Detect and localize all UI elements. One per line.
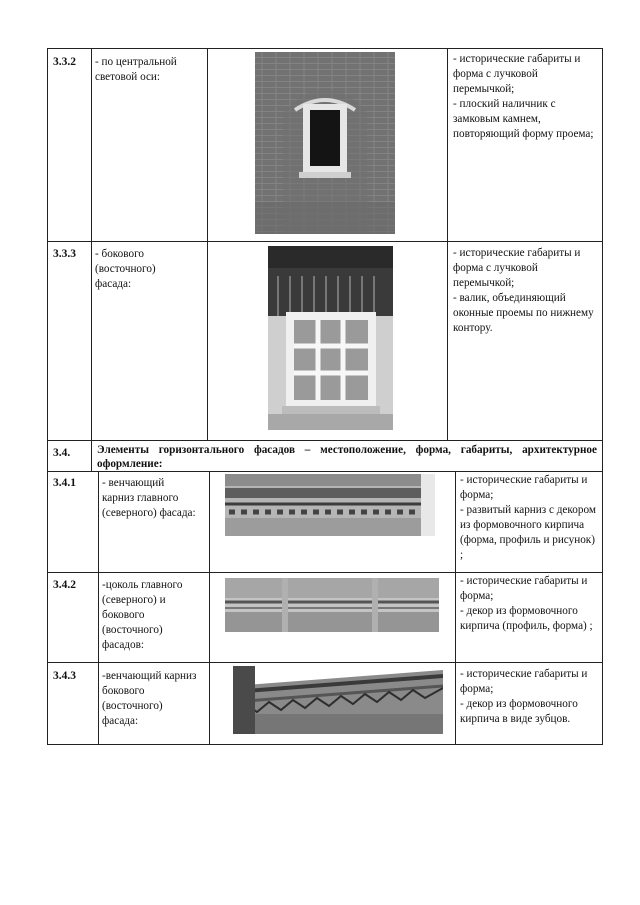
row-description [460, 574, 600, 634]
section-title: Элементы горизонтального фасадов – местоположение, форма, габариты, архитектурное оформление: [97, 444, 597, 470]
description-line: - декор из формовочного кирпича (профиль, форма) ; [460, 605, 593, 632]
row-label: - бокового (восточного) фасада: [95, 248, 156, 290]
row-description [460, 473, 600, 563]
table-line [91, 48, 92, 440]
table-line [47, 662, 603, 663]
description-line: - плоский наличник с замковым камнем, повторяющий форму проема; [453, 98, 594, 140]
heritage-elements-table [47, 48, 603, 745]
table-line [47, 471, 603, 472]
row-number: 3.4.1 [53, 477, 76, 489]
row-description [453, 52, 599, 142]
section-number: 3.4. [53, 447, 71, 459]
description-line: - исторические габариты и форма с лучковой перемычкой; [453, 247, 581, 289]
table-line [98, 471, 99, 745]
table-line [47, 48, 48, 745]
table-line [47, 241, 603, 242]
description-line: - валик, объединяющий оконные проемы по нижнему контору. [453, 292, 594, 334]
row-description [460, 667, 600, 727]
plinth-photo [225, 578, 439, 632]
row-description [453, 246, 599, 336]
table-line [447, 48, 448, 440]
window-canopy-photo [268, 246, 393, 430]
table-line [47, 48, 603, 49]
row-number: 3.3.2 [53, 56, 76, 68]
table-line [47, 440, 603, 441]
side-cornice-photo [233, 666, 443, 734]
cornice-photo [225, 474, 435, 536]
description-line: - развитый карниз с декором из формовочного кирпича (форма, профиль и рисунок) ; [460, 504, 596, 561]
window-arched-photo [255, 52, 395, 234]
row-number: 3.4.2 [53, 579, 76, 591]
description-line: - исторические габариты и форма; [460, 668, 588, 695]
row-number: 3.4.3 [53, 670, 76, 682]
table-line [91, 440, 92, 471]
row-label: -венчающий карниз бокового (восточного) фасада: [102, 670, 197, 727]
description-line: - исторические габариты и форма; [460, 474, 588, 501]
description-line: - исторические габариты и форма с лучковой перемычкой; [453, 53, 581, 95]
table-line [455, 471, 456, 745]
table-line [47, 744, 603, 745]
description-line: - исторические габариты и форма; [460, 575, 588, 602]
row-label: - венчающий карниз главного (северного) фасада: [102, 477, 196, 519]
row-label: - по центральной световой оси: [95, 56, 177, 83]
table-line [47, 572, 603, 573]
table-line [602, 48, 603, 745]
table-line [209, 471, 210, 745]
description-line: - декор из формовочного кирпича в виде зубцов. [460, 698, 578, 725]
table-line [207, 48, 208, 440]
row-label: -цоколь главного (северного) и бокового (восточного) фасадов: [102, 579, 183, 651]
row-number: 3.3.3 [53, 248, 76, 260]
